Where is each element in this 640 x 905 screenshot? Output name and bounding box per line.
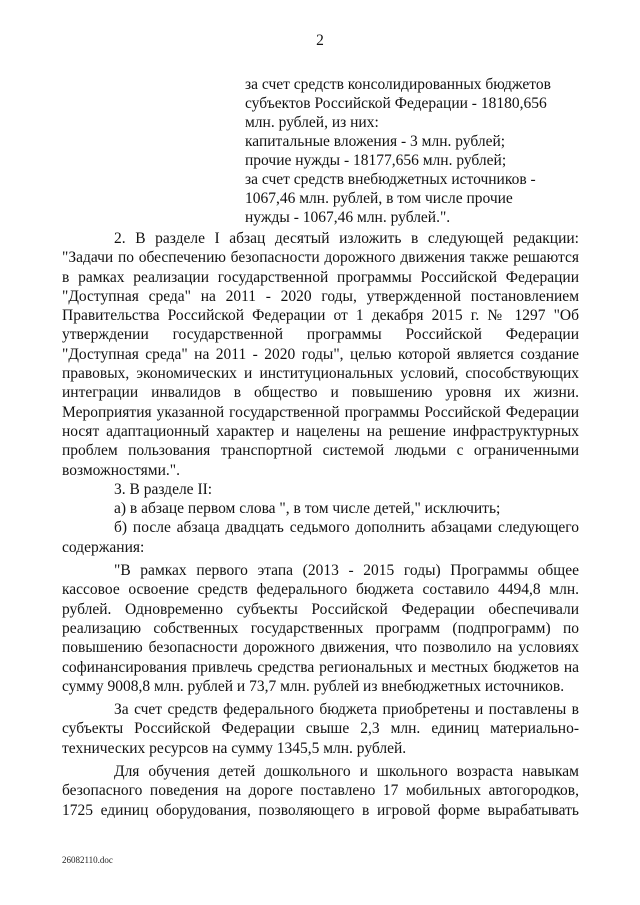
paragraph-item-a: а) в абзаце первом слова ", в том числе детей," исключить; [114,500,501,518]
paragraph-item-b: б) после абзаца двадцать седьмого дополнить абзацами следующего содержания: [62,519,579,556]
budget-line: за счет средств консолидированных бюджетов [245,76,551,93]
budget-line: за счет средств внебюджетных источников - [245,171,536,188]
page-number: 2 [316,32,324,49]
budget-line: нужды - 1067,46 млн. рублей.". [245,209,451,226]
paragraph-section-2-heading: 3. В разделе II: [114,480,213,498]
budget-amounts-block [245,75,585,227]
budget-line: субъектов Российской Федерации - 18180,656 [245,95,547,112]
budget-line: млн. рублей, из них: [245,114,379,131]
footer-filename: 26082110.doc [62,855,113,865]
document-body [62,229,579,820]
paragraph-section-1-amendment: 2. В разделе I абзац десятый изложить в следующей редакции: "Задачи по обеспечению безопасности дорожного движения также решаются в рамках реализации государственной программы Российской Федерации "Доступная среда" на 2011 - 2020 годы, утвержденной постановлением Правительства Российской Федерации от 1 декабря 2015 г. № 1297 "Об утверждении государственной программы Российской Федерации "Доступная среда" на 2011 - 2020 годы", целью которой является создание правовых, экономических и институциональных условий, способствующих интеграции инвалидов в общество и повышению уровня их жизни. Мероприятия указанной государственной программы Российской Федерации носят адаптационный характер и нацелены на решение инфраструктурных проблем пользования транспортной системой людьми с ограниченными возможностями.". [62,230,579,479]
paragraph-first-stage: "В рамках первого этапа (2013 - 2015 годы) Программы общее кассовое освоение средств федерального бюджета составило 4494,8 млн. рублей. Одновременно субъекты Российской Федерации обеспечивали реализацию собственных государственных программ (подпрограмм) по повышению безопасности дорожного движения, что позволило на условиях софинансирования привлечь средства региональных и местных бюджетов на сумму 9008,8 млн. рублей и 73,7 млн. рублей из внебюджетных источников. [62,562,579,695]
budget-line: капитальные вложения - 3 млн. рублей; [245,133,506,150]
budget-line: 1067,46 млн. рублей, в том числе прочие [245,190,513,207]
paragraph-federal-budget-resources: За счет средств федерального бюджета приобретены и поставлены в субъекты Российской Федерации свыше 2,3 млн. единиц материально-технических ресурсов на сумму 1345,5 млн. рублей. [62,701,579,757]
paragraph-children-training: Для обучения детей дошкольного и школьного возраста навыкам безопасного поведения на дороге поставлено 17 мобильных автогородков, 1725 единиц оборудования, позволяющего в игровой форме вырабатывать [62,763,579,819]
budget-line: прочие нужды - 18177,656 млн. рублей; [245,152,507,169]
